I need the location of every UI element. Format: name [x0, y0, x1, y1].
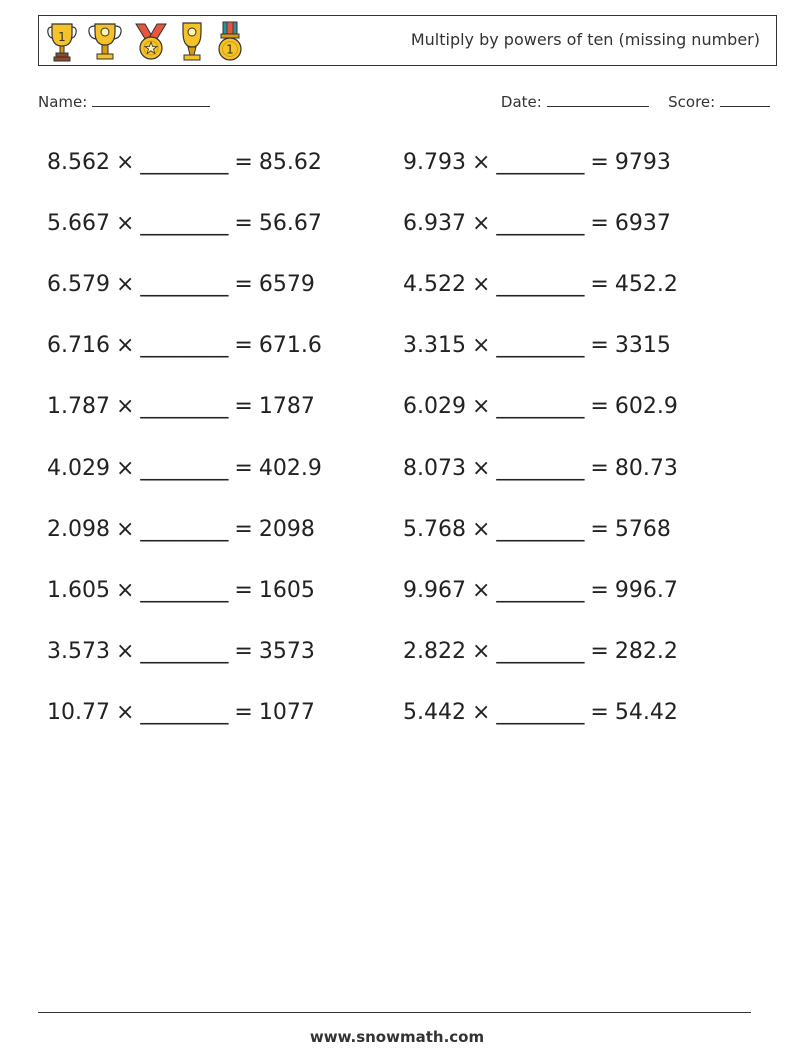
problem-multiplicand: 8.562 [47, 150, 110, 175]
problem-item [403, 331, 671, 361]
problem-item [403, 209, 671, 239]
answer-blank[interactable]: ________ [140, 333, 229, 359]
times-symbol: × [471, 699, 491, 725]
problem-result: 6937 [614, 211, 671, 237]
header-icons [47, 20, 245, 62]
equals-symbol: = [590, 150, 609, 175]
problem-multiplicand: 6.716 [47, 333, 110, 359]
equals-symbol: = [234, 211, 253, 237]
worksheet-title: Multiply by powers of ten (missing number) [410, 30, 760, 49]
equals-symbol: = [234, 455, 253, 481]
problem-multiplicand: 9.967 [403, 577, 466, 603]
times-symbol: × [115, 699, 135, 725]
problem-item [47, 148, 322, 178]
equals-symbol: = [590, 516, 609, 542]
problem-result: 3315 [614, 333, 671, 359]
equals-symbol: = [590, 455, 609, 481]
problem-multiplicand: 3.573 [47, 638, 110, 664]
worksheet-header [38, 15, 777, 66]
problem-result: 1605 [258, 577, 315, 603]
footer-url[interactable]: www.snowmath.com [309, 1028, 485, 1046]
problem-multiplicand: 5.442 [403, 699, 466, 725]
problem-result: 671.6 [258, 333, 322, 359]
times-symbol: × [115, 455, 135, 481]
problem-result: 5768 [614, 516, 671, 542]
problem-item [403, 576, 678, 606]
equals-symbol: = [234, 699, 253, 725]
name-label: Name: [38, 93, 88, 111]
times-symbol: × [115, 150, 135, 175]
problem-result: 80.73 [614, 455, 678, 481]
equals-symbol: = [234, 150, 253, 175]
problem-multiplicand: 2.822 [403, 638, 466, 664]
equals-symbol: = [234, 638, 253, 664]
times-symbol: × [115, 577, 135, 603]
times-symbol: × [471, 333, 491, 359]
answer-blank[interactable]: ________ [496, 577, 585, 603]
problem-item [47, 637, 315, 667]
problem-result: 1787 [258, 394, 315, 420]
answer-blank[interactable]: ________ [140, 455, 229, 481]
problem-multiplicand: 10.77 [47, 699, 110, 725]
score-line[interactable] [720, 92, 770, 107]
equals-symbol: = [234, 272, 253, 298]
problem-item [403, 637, 678, 667]
answer-blank[interactable]: ________ [496, 333, 585, 359]
problem-result: 9793 [614, 150, 671, 175]
problem-item [47, 698, 315, 728]
equals-symbol: = [234, 394, 253, 420]
trophy-goblet-icon [179, 20, 205, 62]
problem-item [47, 270, 315, 300]
problem-item [403, 698, 678, 728]
equals-symbol: = [234, 577, 253, 603]
date-score-group [501, 92, 770, 111]
problem-item [403, 392, 678, 422]
times-symbol: × [115, 516, 135, 542]
equals-symbol: = [590, 394, 609, 420]
answer-blank[interactable]: ________ [140, 150, 229, 175]
problem-item [403, 148, 671, 178]
answer-blank[interactable]: ________ [140, 272, 229, 298]
medal-hanging-icon [215, 20, 245, 62]
times-symbol: × [115, 638, 135, 664]
answer-blank[interactable]: ________ [140, 638, 229, 664]
problem-multiplicand: 5.768 [403, 516, 466, 542]
problem-multiplicand: 1.787 [47, 394, 110, 420]
times-symbol: × [471, 638, 491, 664]
name-line[interactable] [92, 92, 210, 107]
answer-blank[interactable]: ________ [496, 211, 585, 237]
times-symbol: × [471, 577, 491, 603]
answer-blank[interactable]: ________ [140, 516, 229, 542]
answer-blank[interactable]: ________ [496, 394, 585, 420]
problem-multiplicand: 1.605 [47, 577, 110, 603]
date-line[interactable] [547, 92, 649, 107]
problem-item [403, 270, 678, 300]
times-symbol: × [471, 455, 491, 481]
student-info-row [38, 92, 770, 114]
times-symbol: × [471, 211, 491, 237]
answer-blank[interactable]: ________ [496, 455, 585, 481]
problem-result: 996.7 [614, 577, 678, 603]
svg-text:1: 1 [58, 30, 66, 44]
times-symbol: × [471, 272, 491, 298]
answer-blank[interactable]: ________ [496, 699, 585, 725]
problem-item [403, 515, 671, 545]
footer-divider [38, 1012, 751, 1013]
equals-symbol: = [590, 638, 609, 664]
medal-ribbon-icon [133, 20, 169, 62]
problem-result: 2098 [258, 516, 315, 542]
problem-result: 1077 [258, 699, 315, 725]
name-field[interactable] [38, 92, 210, 111]
problem-result: 452.2 [614, 272, 678, 298]
problem-multiplicand: 9.793 [403, 150, 466, 175]
answer-blank[interactable]: ________ [496, 638, 585, 664]
times-symbol: × [471, 394, 491, 420]
answer-blank[interactable]: ________ [140, 394, 229, 420]
equals-symbol: = [590, 699, 609, 725]
answer-blank[interactable]: ________ [140, 577, 229, 603]
equals-symbol: = [234, 516, 253, 542]
problem-item [47, 576, 315, 606]
problem-result: 602.9 [614, 394, 678, 420]
problem-result: 85.62 [258, 150, 322, 175]
equals-symbol: = [590, 577, 609, 603]
problem-item [403, 454, 678, 484]
answer-blank[interactable]: ________ [496, 150, 585, 175]
problem-result: 54.42 [614, 699, 678, 725]
problem-multiplicand: 8.073 [403, 455, 466, 481]
times-symbol: × [115, 272, 135, 298]
times-symbol: × [471, 516, 491, 542]
problem-multiplicand: 5.667 [47, 211, 110, 237]
problem-item [47, 454, 322, 484]
equals-symbol: = [590, 211, 609, 237]
answer-blank[interactable]: ________ [496, 516, 585, 542]
problem-item [47, 209, 322, 239]
trophy-cup-icon [47, 20, 77, 62]
problem-multiplicand: 6.029 [403, 394, 466, 420]
problem-item [47, 392, 315, 422]
problem-multiplicand: 6.937 [403, 211, 466, 237]
problem-item [47, 515, 315, 545]
date-label: Date: [500, 93, 542, 111]
problem-multiplicand: 6.579 [47, 272, 110, 298]
answer-blank[interactable]: ________ [140, 699, 229, 725]
answer-blank[interactable]: ________ [140, 211, 229, 237]
problem-multiplicand: 2.098 [47, 516, 110, 542]
score-label: Score: [668, 93, 716, 111]
problem-result: 402.9 [258, 455, 322, 481]
times-symbol: × [115, 394, 135, 420]
problem-result: 56.67 [258, 211, 322, 237]
svg-text:1: 1 [226, 42, 234, 57]
equals-symbol: = [590, 333, 609, 359]
equals-symbol: = [590, 272, 609, 298]
problem-item [47, 331, 322, 361]
problem-result: 282.2 [614, 638, 678, 664]
problem-multiplicand: 4.522 [403, 272, 466, 298]
answer-blank[interactable]: ________ [496, 272, 585, 298]
times-symbol: × [471, 150, 491, 175]
times-symbol: × [115, 333, 135, 359]
times-symbol: × [115, 211, 135, 237]
equals-symbol: = [234, 333, 253, 359]
problem-multiplicand: 3.315 [403, 333, 466, 359]
problem-result: 6579 [258, 272, 315, 298]
problem-multiplicand: 4.029 [47, 455, 110, 481]
trophy-star-icon [87, 20, 123, 62]
problem-result: 3573 [258, 638, 315, 664]
